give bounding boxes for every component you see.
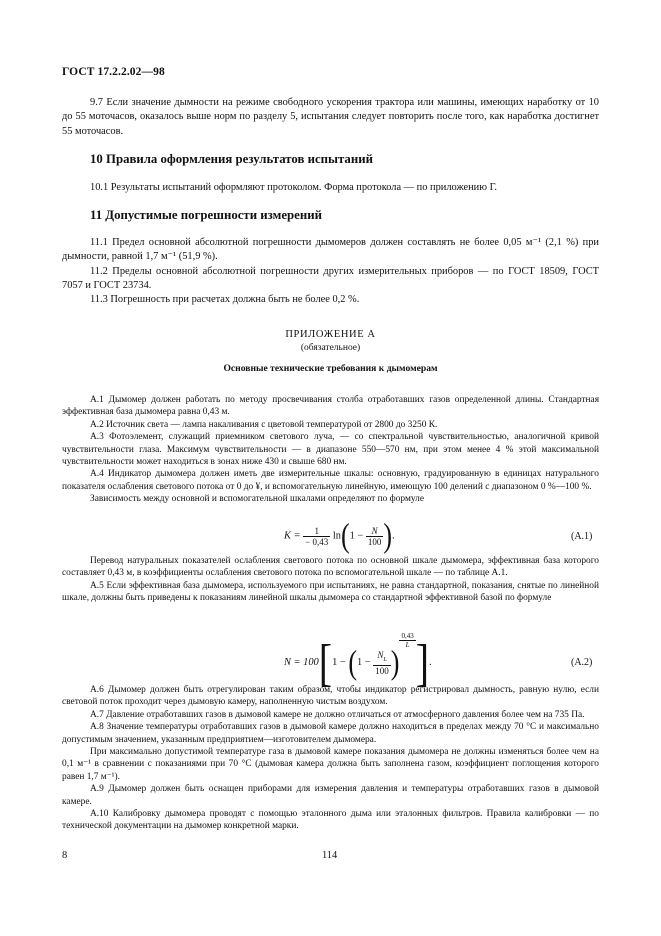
formula-a2: N = 100[1 − (1 − $\frac{N_L}{100}$ ) $\frac{0,43}{L}$ ].	[284, 632, 432, 692]
formula-a2-var-n: N	[377, 649, 384, 660]
formula-a1-inner-fraction	[366, 526, 384, 547]
formula-a2-exponent	[399, 632, 415, 649]
formula-a2-open-bracket: [	[318, 632, 333, 692]
appendix-paragraphs-mid	[62, 555, 599, 605]
paragraph-a5: А.5 Если эффективная база дымомера, используемого при испытаниях, не равна стандартной, показания, снятые по линейной шкале, должны быть приведены к показаниям линейной шкалы дымомера со стандартной эффективной базой по формуле	[62, 580, 599, 604]
formula-a2-open-paren: (	[348, 643, 357, 681]
appendix-paragraphs-bottom	[62, 684, 599, 833]
paragraph-a8-cont: При максимально допустимой температуре газа в дымовой камере показания дымомера не должны изменяться более чем на 0,1 м⁻¹ в сравнении с показаниями при 70 °С (дымовая камера должна быть заполнена газом, коэффициент поглощения которого равен 1,7 м⁻¹).	[62, 747, 599, 782]
paragraph-text: 10.1 Результаты испытаний оформляют протоколом. Форма протокола — по приложению Г.	[90, 182, 498, 193]
appendix-paragraphs-top	[62, 394, 599, 506]
formula-a1: K = $\frac{1}{- 0,43}$ ln(1 − $\frac{N}{100}$ ).	[284, 516, 395, 555]
paragraph-text: 9.7 Если значение дымности на режиме свободного ускорения трактора или машины, имеющих наработку от 10 до 55 моточасов, оказалось выше норм по разделу 5, испытания следует повторить после того, как наработка достигнет 55 моточасов.	[62, 97, 599, 137]
formula-a2-inner-num	[373, 650, 391, 666]
page-number-center: 114	[322, 850, 338, 861]
paragraph-a6: А.6 Дымомер должен быть отрегулирован таким образом, чтобы индикатор регистрировал дымность, равную нулю, если световой поток проходит через дымовую камеру, наполненную чистым воздухом.	[62, 685, 599, 708]
paragraph-a1: А.1 Дымомер должен работать по методу просвечивания столба отработавших газов определенной длины. Стандартная эффективная база дымомера равна 0,43 м.	[62, 395, 599, 418]
paragraph-11-3: 11.3 Погрешность при расчетах должна быть не более 0,2 %.	[90, 294, 360, 306]
formula-a1-var-n: N	[371, 525, 378, 536]
paragraph-a4-cont: Зависимость между основной и вспомогательной шкалами определяют по формуле	[90, 494, 425, 505]
formula-a2-one: 1 −	[332, 657, 346, 668]
formula-a1-inner-num	[366, 526, 384, 537]
paragraph-a4-after: Перевод натуральных показателей ослабления светового потока по основной шкале дымомера, эффективная база которого составляет 0,43 м, в коэффициенты ослабления светового потока по вспомогательной шкале — по таблице А.1.	[62, 556, 599, 579]
formula-a1-ln: ln	[332, 530, 341, 542]
formula-a2-exp-den	[399, 641, 415, 649]
paragraph-a7: А.7 Давление отработавших газов в дымовой камере не должно отличаться от атмосферного давления более чем на 735 Па.	[90, 709, 585, 720]
appendix-heading: Основные технические требования к дымомерам	[223, 363, 438, 374]
formula-a1-open-paren: (	[340, 516, 350, 555]
formula-a1-num: 1	[303, 526, 330, 537]
document-code-header: ГОСТ 17.2.2.02—98	[62, 66, 165, 78]
paragraph-10-1	[62, 181, 599, 195]
paragraph-a9: А.9 Дымомер должен быть оснащен приборами для измерения давления и температуры отработавших газов в дымовой камере.	[62, 784, 599, 807]
formula-a2-lhs: N = 100	[284, 657, 319, 668]
page-number-left: 8	[62, 850, 68, 861]
formula-a1-one: 1 −	[349, 530, 364, 542]
formula-a1-inner-den: 100	[367, 536, 382, 547]
paragraph-a8: А.8 Значение температуры отработавших газов в дымовой камере должно находиться в пределах между 70 °С и максимально допустимым значением, указанным предприятием—изготовителем дымомера.	[62, 722, 599, 745]
paragraph-a3: А.3 Фотоэлемент, служащий приемником светового луча, — со спектральной чувствительностью, аналогичной кривой чувствительности глаза. Максимум чувствительности — в диапазоне 550—570 нм, при этом менее 4 % этой максимальной чувствительности может находиться в зонах ниже 430 и свыше 680 нм.	[62, 432, 599, 468]
formula-a1-fraction	[303, 526, 330, 547]
paragraph-9-7	[62, 96, 599, 139]
paragraph-a2: А.2 Источник света — лампа накаливания с цветовой температурой от 2800 до 3250 К.	[90, 419, 438, 430]
formula-a2-exp-var-l: L	[405, 641, 410, 649]
formula-a2-inner-one: 1 −	[357, 657, 371, 668]
formula-a2-exp-num: 0,43	[401, 632, 414, 640]
formula-a1-lhs: K =	[284, 530, 301, 542]
formula-a2-close-bracket: ]	[415, 632, 430, 692]
section-11-title: 11 Допустимые погрешности измерений	[90, 208, 322, 222]
paragraph-a4: А.4 Индикатор дымомера должен иметь две измерительные шкалы: основную, градуированную в единицах натурального показателя ослабления светового потока от 0 до ¥, и вспомогательную линейную, имеющую 100 делений с диапазоном 0 %—100 %.	[62, 469, 599, 492]
appendix-title: ПРИЛОЖЕНИЕ А	[285, 329, 376, 340]
section-10-title: 10 Правила оформления результатов испытаний	[90, 152, 373, 166]
formula-a2-close-paren: )	[390, 643, 400, 681]
section-11-paragraphs	[62, 236, 599, 307]
paragraph-11-1: 11.1 Предел основной абсолютной погрешности дымомеров должен составлять не более 0,05 м⁻¹ (2,1 %) при дымности, равной 1,7 м⁻¹ (51,9 %).	[62, 237, 599, 263]
formula-a2-inner-den: 100	[375, 665, 389, 676]
appendix-status: (обязательное)	[300, 343, 361, 353]
formula-a1-number: (А.1)	[571, 531, 593, 542]
formula-a1-close-paren: )	[383, 516, 393, 555]
formula-a2-var-l: L	[383, 656, 387, 663]
formula-a1-den: − 0,43	[305, 536, 329, 547]
paragraph-a10: А.10 Калибровку дымомера проводят с помощью эталонного дыма или эталонных фильтров. Правила калибровки — по технической документации на дымомер конкретной марки.	[62, 809, 599, 832]
formula-a2-number: (А.2)	[571, 657, 593, 668]
formula-a2-inner-fraction	[373, 650, 391, 676]
paragraph-11-2: 11.2 Пределы основной абсолютной погрешности других измерительных приборов — по ГОСТ 18509, ГОСТ 7057 и ГОСТ 23734.	[62, 265, 599, 291]
